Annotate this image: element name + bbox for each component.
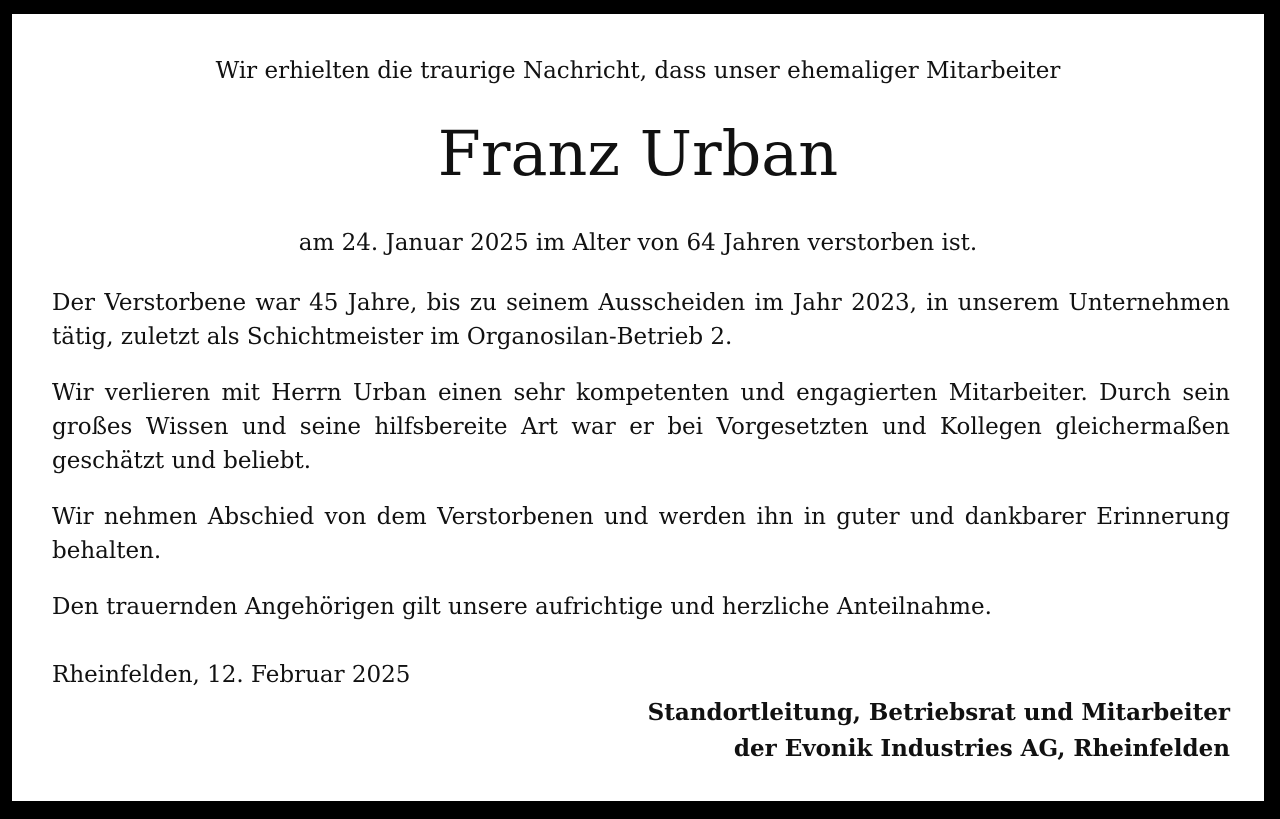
intro-line: Wir erhielten die traurige Nachricht, dass unser ehemaliger Mitarbeiter <box>215 58 1061 84</box>
signature-line-1: Standortleitung, Betriebsrat und Mitarbeiter <box>647 699 1230 726</box>
death-date-line: am 24. Januar 2025 im Alter von 64 Jahren verstorben ist. <box>298 230 978 256</box>
obituary-notice <box>12 14 1264 801</box>
paragraph-farewell: Wir nehmen Abschied von dem Verstorbenen und werden ihn in guter und dankbarer Erinnerung behalten. <box>52 504 1230 564</box>
deceased-name: Franz Urban <box>437 117 839 190</box>
notice-body <box>52 286 1230 646</box>
place-date: Rheinfelden, 12. Februar 2025 <box>52 662 411 688</box>
signature <box>648 695 1230 767</box>
paragraph-career: Der Verstorbene war 45 Jahre, bis zu seinem Ausscheiden im Jahr 2023, in unserem Unternehmen tätig, zuletzt als Schichtmeister im Organosilan-Betrieb 2. <box>52 290 1230 350</box>
signature-line-2: der Evonik Industries AG, Rheinfelden <box>733 735 1230 762</box>
paragraph-tribute: Wir verlieren mit Herrn Urban einen sehr kompetenten und engagierten Mitarbeiter. Durch sein großes Wissen und seine hilfsbereite Art war er bei Vorgesetzten und Kollegen gleichermaßen geschätzt und beliebt. <box>52 380 1230 474</box>
paragraph-condolence: Den trauernden Angehörigen gilt unsere aufrichtige und herzliche Anteilnahme. <box>52 594 992 620</box>
